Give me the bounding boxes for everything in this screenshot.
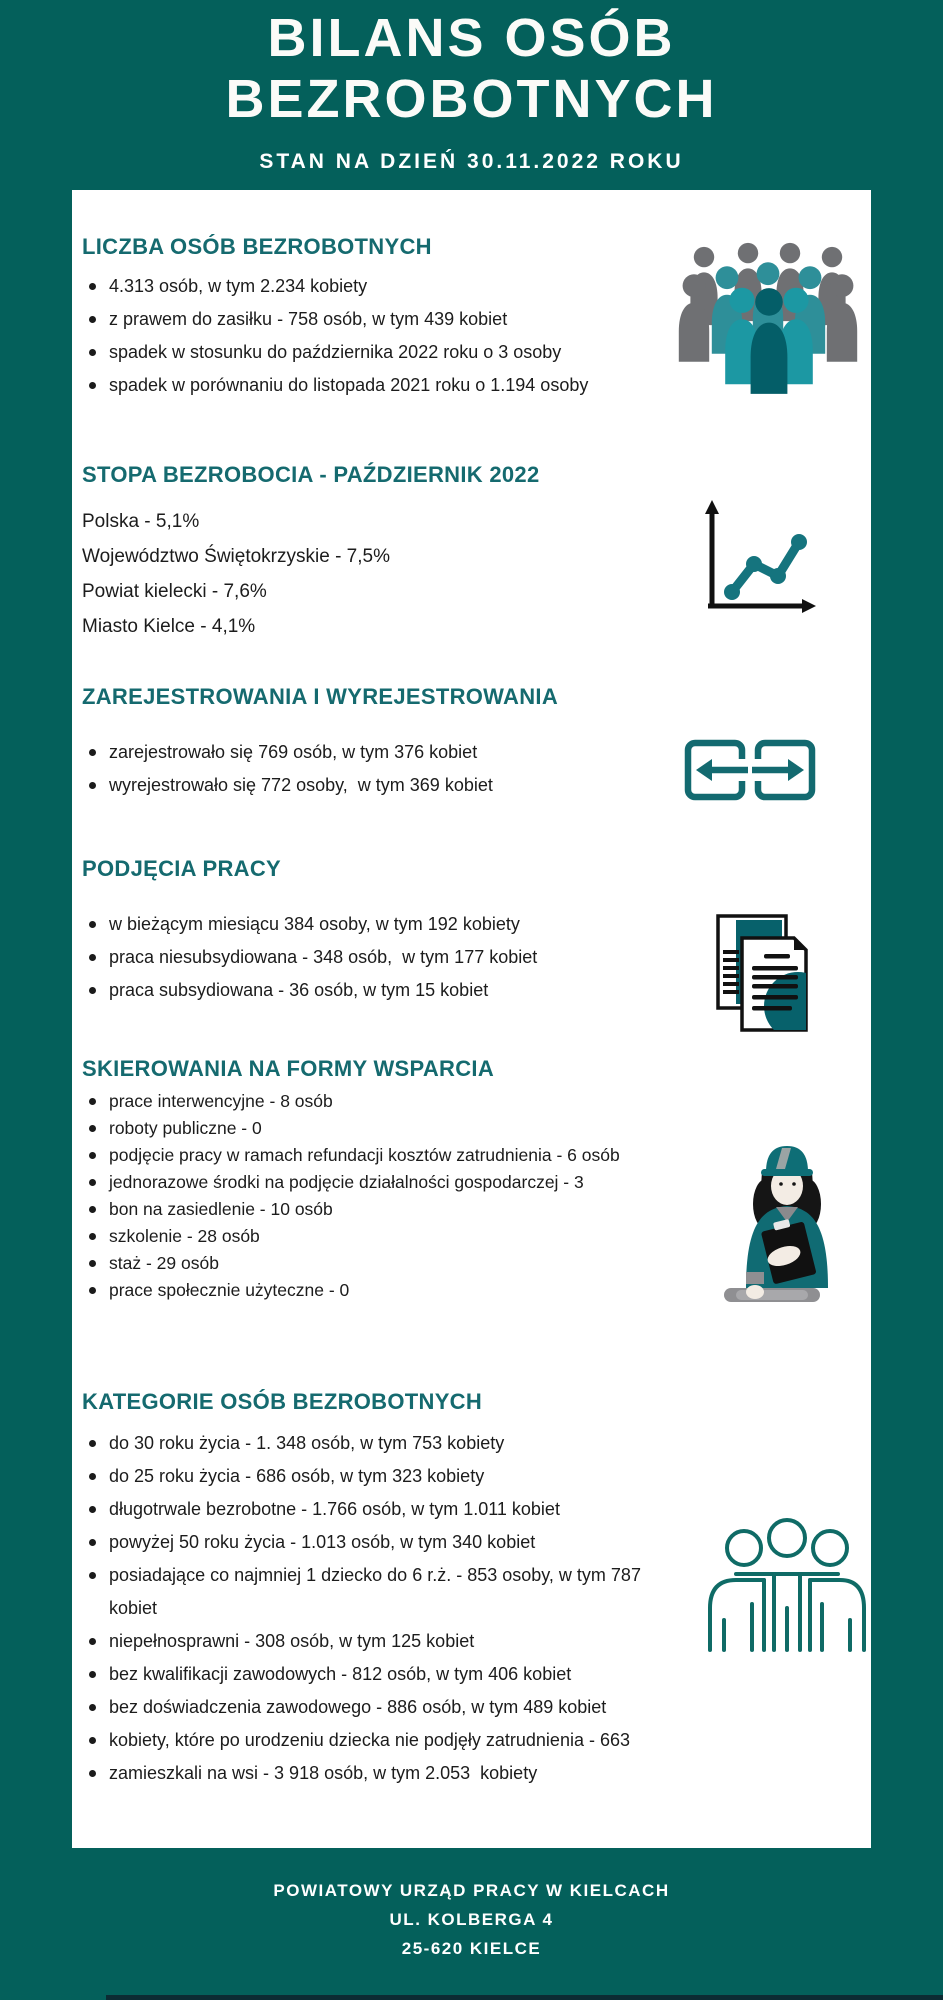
list-item: posiadające co najmniej 1 dziecko do 6 r.ż. - 853 osoby, w tym 787 kobiet xyxy=(82,1559,642,1625)
list-item: z prawem do zasiłku - 758 osób, w tym 439 kobiet xyxy=(82,303,712,336)
crowd-of-people-icon xyxy=(672,238,862,401)
list-item: zarejestrowało się 769 osób, w tym 376 kobiet xyxy=(82,736,712,769)
list-item: długotrwale bezrobotne - 1.766 osób, w tym 1.011 kobiet xyxy=(82,1493,642,1526)
list-item: roboty publiczne - 0 xyxy=(82,1115,742,1142)
list-item: staż - 29 osób xyxy=(82,1250,742,1277)
documents-icon xyxy=(708,912,820,1039)
section-heading: LICZBA OSÓB BEZROBOTNYCH xyxy=(82,234,432,259)
female-construction-worker-icon xyxy=(706,1120,866,1325)
stat-line: Miasto Kielce - 4,1% xyxy=(82,616,256,637)
footer-line-city: 25-620 KIELCE xyxy=(401,1939,542,1958)
bullet-list xyxy=(82,736,712,802)
footer-address xyxy=(0,1876,943,1963)
section-stopa-bezrobocia xyxy=(82,462,712,644)
list-item: bez kwalifikacji zawodowych - 812 osób, w tym 406 kobiet xyxy=(82,1658,642,1691)
section-liczba-osob xyxy=(82,234,712,402)
footer-line-street: UL. KOLBERGA 4 xyxy=(389,1910,554,1929)
list-item: niepełnosprawni - 308 osób, w tym 125 kobiet xyxy=(82,1625,642,1658)
list-item: do 30 roku życia - 1. 348 osób, w tym 753 kobiety xyxy=(82,1427,642,1460)
page-title-line1: BILANS OSÓB xyxy=(267,8,676,68)
bullet-list xyxy=(82,1427,646,1790)
list-item: praca niesubsydiowana - 348 osób, w tym 177 kobiet xyxy=(82,941,712,974)
section-zarejestrowania xyxy=(82,684,712,802)
page-title xyxy=(0,8,943,130)
list-item: spadek w porównaniu do listopada 2021 roku o 1.194 osoby xyxy=(82,369,712,402)
list-item: szkolenie - 28 osób xyxy=(82,1223,742,1250)
section-heading: ZAREJESTROWANIA I WYREJESTROWANIA xyxy=(82,684,559,709)
bullet-list xyxy=(82,908,712,1007)
in-out-arrows-icon xyxy=(684,736,816,809)
page-subtitle: STAN NA DZIEŃ 30.11.2022 ROKU xyxy=(259,150,684,173)
section-skierowania xyxy=(82,1056,742,1304)
bottom-divider-bar xyxy=(106,1995,943,2000)
page-title-line2: BEZROBOTNYCH xyxy=(225,69,718,129)
content-card xyxy=(72,190,871,1848)
list-item: zamieszkali na wsi - 3 918 osób, w tym 2.053 kobiety xyxy=(82,1757,642,1790)
section-kategorie xyxy=(82,1389,668,1790)
list-item: powyżej 50 roku życia - 1.013 osób, w tym 340 kobiet xyxy=(82,1526,642,1559)
section-heading: PODJĘCIA PRACY xyxy=(82,856,281,881)
list-item: jednorazowe środki na podjęcie działalności gospodarczej - 3 xyxy=(82,1169,742,1196)
list-item: kobiety, które po urodzeniu dziecka nie podjęły zatrudnienia - 663 xyxy=(82,1724,642,1757)
stat-line: Powiat kielecki - 7,6% xyxy=(82,581,267,602)
list-item: prace społecznie użyteczne - 0 xyxy=(82,1277,742,1304)
section-heading: SKIEROWANIA NA FORMY WSPARCIA xyxy=(82,1056,495,1081)
list-item: praca subsydiowana - 36 osób, w tym 15 kobiet xyxy=(82,974,712,1007)
section-podjecia-pracy xyxy=(82,856,712,1007)
section-heading: STOPA BEZROBOCIA - PAŹDZIERNIK 2022 xyxy=(82,462,540,487)
footer-line-org: POWIATOWY URZĄD PRACY W KIELCACH xyxy=(273,1881,670,1900)
list-item: do 25 roku życia - 686 osób, w tym 323 kobiety xyxy=(82,1460,642,1493)
list-item: 4.313 osób, w tym 2.234 kobiety xyxy=(82,270,712,303)
list-item: prace interwencyjne - 8 osób xyxy=(82,1088,742,1115)
bullet-list xyxy=(82,1088,742,1304)
section-heading: KATEGORIE OSÓB BEZROBOTNYCH xyxy=(82,1389,483,1414)
stat-line: Polska - 5,1% xyxy=(82,511,200,532)
three-people-outline-icon xyxy=(702,1508,872,1663)
list-item: podjęcie pracy w ramach refundacji kosztów zatrudnienia - 6 osób xyxy=(82,1142,742,1169)
list-item: spadek w stosunku do października 2022 roku o 3 osoby xyxy=(82,336,712,369)
bullet-list xyxy=(82,270,712,402)
list-item: wyrejestrowało się 772 osoby, w tym 369 kobiet xyxy=(82,769,712,802)
list-item: bez doświadczenia zawodowego - 886 osób, w tym 489 kobiet xyxy=(82,1691,642,1724)
line-chart-icon xyxy=(692,498,817,628)
list-item: bon na zasiedlenie - 10 osób xyxy=(82,1196,742,1223)
stat-line: Województwo Świętokrzyskie - 7,5% xyxy=(82,546,390,567)
list-item: w bieżącym miesiącu 384 osoby, w tym 192 kobiety xyxy=(82,908,712,941)
